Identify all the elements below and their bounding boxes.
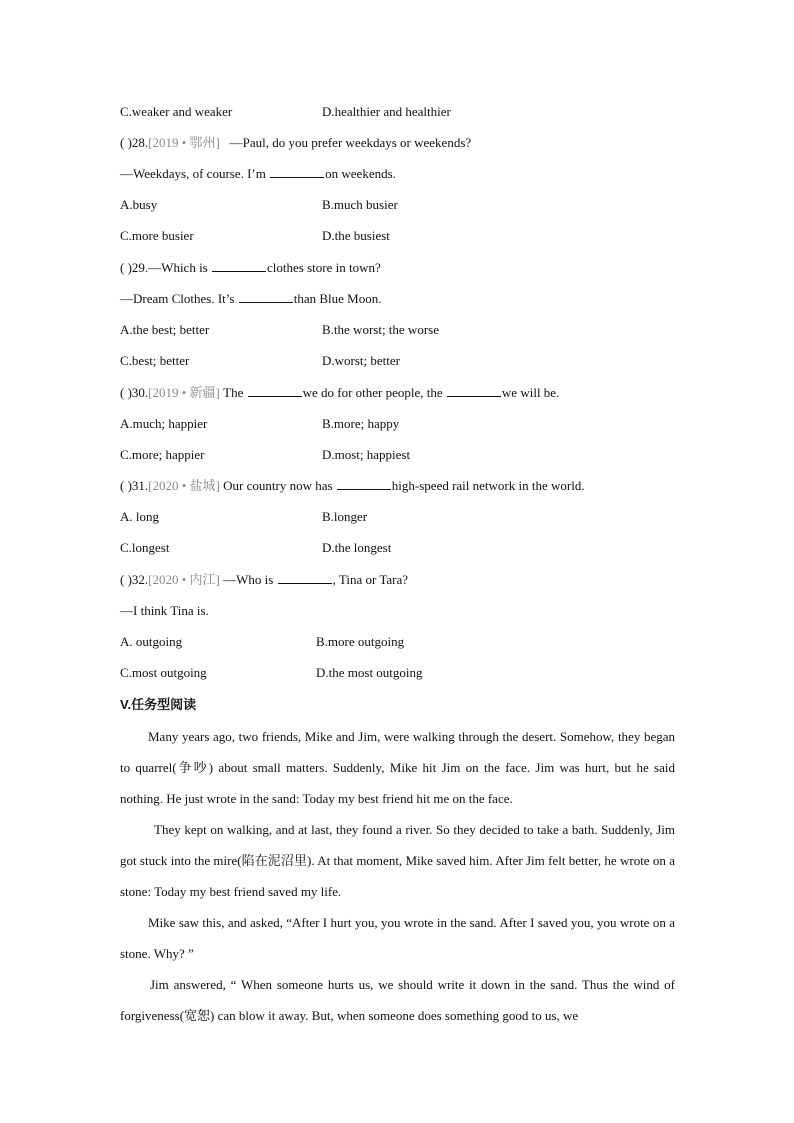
- answer-blank: [239, 291, 293, 303]
- question-text: Our country now has: [219, 478, 336, 493]
- answer-paren: ( )29.: [120, 260, 149, 275]
- q31-stem: [120, 477, 585, 495]
- q32-option-c: C.most outgoing: [120, 665, 207, 680]
- question-text: —Which is: [148, 260, 211, 275]
- answer-blank: [270, 166, 324, 178]
- q31-option-d: D.the longest: [322, 540, 392, 555]
- q31-option-c: C.longest: [120, 540, 170, 555]
- passage-paragraph-4: Jim answered, “ When someone hurts us, we should write it down in the sand. Thus the wind of forgiveness(宽恕) can blow it away. But, when someone does something good to us, we: [120, 977, 675, 1023]
- q29-option-a: A.the best; better: [120, 322, 210, 337]
- q30-option-b: B.more; happy: [322, 416, 400, 431]
- reply-text: —Dream Clothes. It’s: [120, 291, 238, 306]
- question-text: we will be.: [501, 385, 560, 400]
- q28-option-b: B.much busier: [322, 197, 398, 212]
- question-text: —Who is: [219, 572, 277, 587]
- q32-option-d: D.the most outgoing: [316, 665, 423, 680]
- question-text: clothes store in town?: [267, 260, 381, 275]
- q28-reply: [120, 165, 396, 183]
- source-tag: [2020 • 内江]: [148, 572, 220, 587]
- q27-option-d: D.healthier and healthier: [322, 104, 451, 119]
- q28-stem: [120, 134, 471, 152]
- question-text: , Tina or Tara?: [332, 572, 408, 587]
- answer-blank: [212, 260, 266, 272]
- answer-blank: [278, 572, 332, 584]
- answer-paren: ( )31.: [120, 478, 149, 493]
- question-text: we do for other people, the: [302, 385, 446, 400]
- q30-option-a: A.much; happier: [120, 416, 208, 431]
- answer-blank: [248, 385, 302, 397]
- q29-option-c: C.best; better: [120, 353, 190, 368]
- q28-option-a: A.busy: [120, 197, 158, 212]
- reply-text: than Blue Moon.: [293, 291, 382, 306]
- passage-paragraph-2: They kept on walking, and at last, they found a river. So they decided to take a bath. Suddenly, Jim got stuck into the mire(陷在泥沼里). At that moment, Mike saved him. After Jim felt better, he wrote on a stone: Today my best friend saved my life.: [120, 822, 675, 899]
- q32-stem: [120, 571, 408, 589]
- q29-reply: [120, 290, 381, 308]
- source-tag: [2020 • 盐城]: [148, 478, 220, 493]
- source-tag: [2019 • 新疆]: [148, 385, 220, 400]
- q31-option-b: B.longer: [322, 509, 368, 524]
- passage-paragraph-1: Many years ago, two friends, Mike and Jim, were walking through the desert. Somehow, they began to quarrel(争吵) about small matters. Suddenly, Mike hit Jim on the face. Jim was hurt, but he said nothing. He just wrote in the sand: Today my best friend hit me on the face.: [120, 729, 675, 806]
- q30-option-c: C.more; happier: [120, 447, 205, 462]
- question-text: —Paul, do you prefer weekdays or weekends?: [229, 135, 472, 150]
- answer-blank: [447, 385, 501, 397]
- q29-option-b: B.the worst; the worse: [322, 322, 439, 337]
- q29-option-d: D.worst; better: [322, 353, 400, 368]
- passage-paragraph-3: Mike saw this, and asked, “After I hurt you, you wrote in the sand. After I saved you, you wrote on a stone. Why? ”: [120, 915, 675, 961]
- answer-paren: ( )28.: [120, 135, 149, 150]
- q30-stem: [120, 384, 559, 402]
- reply-text: —Weekdays, of course. I’m: [120, 166, 270, 181]
- q31-option-a: A. long: [120, 509, 159, 524]
- reply-text: on weekends.: [325, 166, 396, 181]
- q32-option-b: B.more outgoing: [316, 634, 405, 649]
- section-title: V.任务型阅读: [120, 697, 197, 712]
- answer-blank: [337, 478, 391, 490]
- question-text: high-speed rail network in the world.: [391, 478, 585, 493]
- q28-option-d: D.the busiest: [322, 228, 390, 243]
- q29-stem: [120, 259, 381, 277]
- q32-option-a: A. outgoing: [120, 634, 183, 649]
- q32-reply: —I think Tina is.: [120, 603, 209, 618]
- answer-paren: ( )30.: [120, 385, 149, 400]
- answer-paren: ( )32.: [120, 572, 149, 587]
- q28-option-c: C.more busier: [120, 228, 194, 243]
- q30-option-d: D.most; happiest: [322, 447, 411, 462]
- question-text: The: [219, 385, 247, 400]
- q27-option-c: C.weaker and weaker: [120, 104, 233, 119]
- source-tag: [2019 • 鄂州]: [148, 135, 220, 150]
